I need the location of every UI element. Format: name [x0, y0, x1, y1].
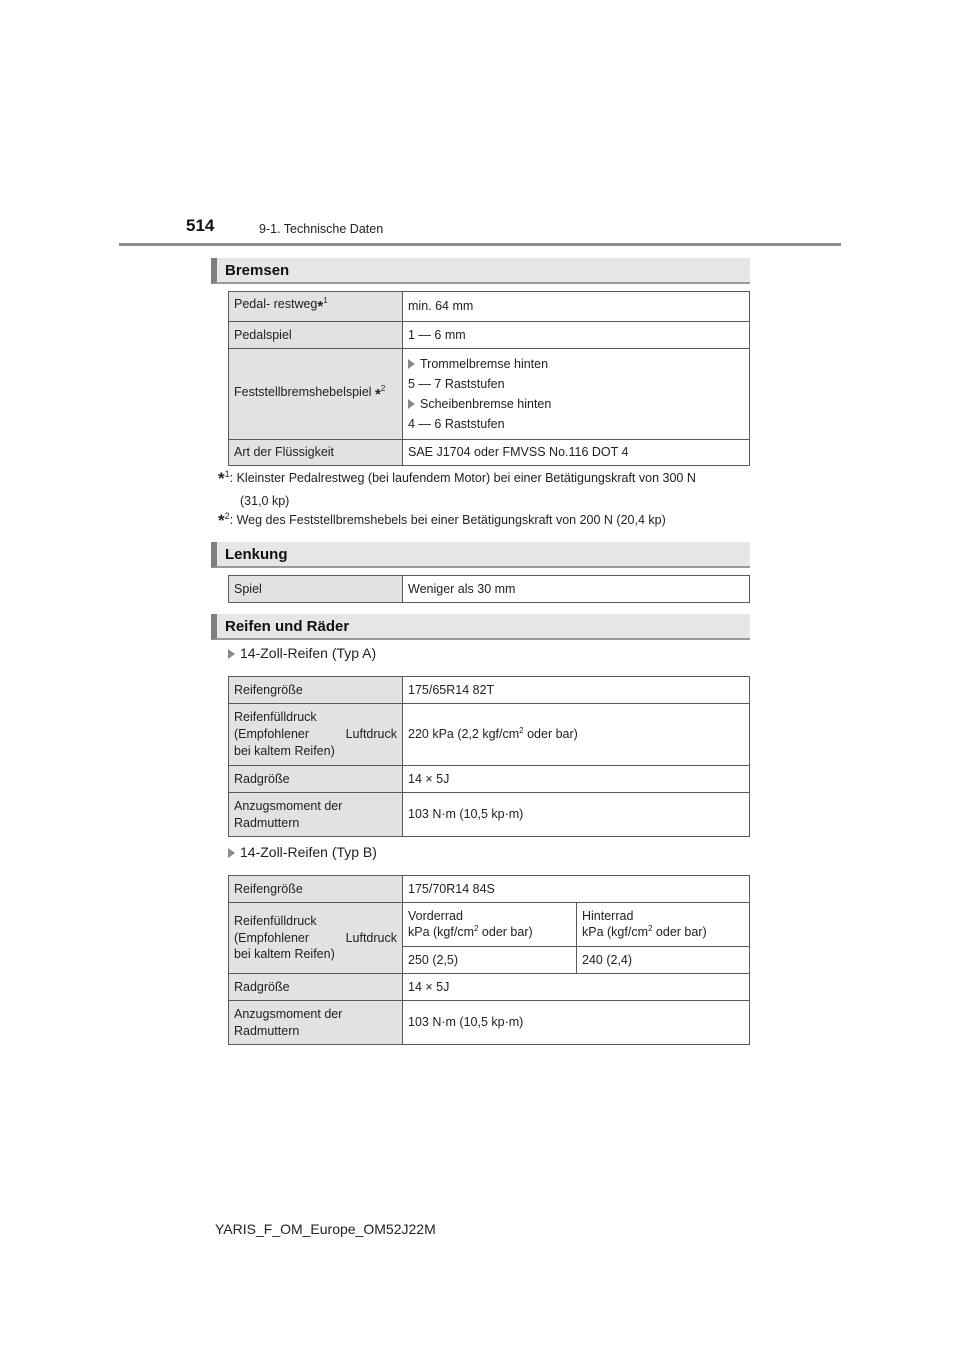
- tire-pressure-label: Reifenfülldruck (Empfohlener Luftdruck bei kaltem Reifen): [229, 704, 403, 766]
- footnote-1: *$^1$: Kleinster Pedalrestweg (bei laufendem Motor) bei einer Betätigungskraft von 300 N (31,0 kp): [218, 469, 696, 508]
- parking-brake-label: Feststellbremshebelspiel *$^2$: [229, 349, 403, 440]
- steering-play-label: Spiel: [229, 576, 403, 603]
- rear-pressure-header: Hinterrad kPa ($kgf/cm^2$ oder bar): [577, 903, 750, 947]
- section-title: Bremsen: [225, 262, 290, 279]
- triangle-bullet-icon: [228, 649, 235, 659]
- pedal-travel-value: min. 64 mm: [403, 292, 750, 322]
- table-row: [229, 292, 750, 322]
- tires-type-b-table: [228, 875, 750, 1045]
- pedal-play-label: Pedalspiel: [229, 322, 403, 349]
- parking-brake-values: [403, 349, 750, 440]
- torque-value: 103 N·m (10,5 kp·m): [403, 793, 750, 837]
- wheel-size-label: Radgröße: [229, 766, 403, 793]
- page-number: 514: [186, 216, 215, 235]
- table-row: [229, 677, 750, 704]
- list-item: 5 — 7 Raststufen: [408, 377, 505, 392]
- wheel-size-label: Radgröße: [229, 974, 403, 1001]
- torque-value: 103 N·m (10,5 kp·m): [403, 1001, 750, 1045]
- table-row: [229, 876, 750, 903]
- steering-table: [228, 575, 750, 603]
- table-row: [229, 576, 750, 603]
- table-row: [229, 322, 750, 349]
- tire-pressure-label: Reifenfülldruck (Empfohlener Luftdruck bei kaltem Reifen): [229, 903, 403, 974]
- section-lenkung: [211, 542, 750, 568]
- tire-size-label: Reifengröße: [229, 677, 403, 704]
- torque-label: Anzugsmoment der Radmuttern: [229, 793, 403, 837]
- pedal-play-value: 1 — 6 mm: [403, 322, 750, 349]
- table-row: [229, 349, 750, 440]
- triangle-bullet-icon: [408, 399, 415, 409]
- footnote-mark: *: [317, 298, 324, 316]
- type-b-heading: 14-Zoll-Reifen (Typ B): [228, 844, 377, 860]
- fluid-label: Art der Flüssigkeit: [229, 440, 403, 466]
- front-pressure-value: 250 (2,5): [403, 947, 577, 974]
- chapter-title: 9-1. Technische Daten: [259, 222, 384, 236]
- steering-play-value: Weniger als 30 mm: [403, 576, 750, 603]
- section-reifen: [211, 614, 750, 640]
- tire-pressure-value: 220 kPa (2,2 kgf/$cm^2$ oder bar): [403, 704, 750, 766]
- torque-label: Anzugsmoment der Radmuttern: [229, 1001, 403, 1045]
- type-a-heading: 14-Zoll-Reifen (Typ A): [228, 645, 376, 661]
- list-item: 4 — 6 Raststufen: [408, 417, 505, 432]
- footnote-mark: *: [375, 385, 381, 403]
- table-row: [229, 704, 750, 766]
- rear-pressure-value: 240 (2,4): [577, 947, 750, 974]
- tire-size-label: Reifengröße: [229, 876, 403, 903]
- table-row: [229, 766, 750, 793]
- fluid-value: SAE J1704 oder FMVSS No.116 DOT 4: [403, 440, 750, 466]
- table-row: [229, 903, 750, 947]
- triangle-bullet-icon: [408, 359, 415, 369]
- tires-type-a-table: [228, 676, 750, 837]
- table-row: [229, 793, 750, 837]
- header-rule: [119, 243, 841, 246]
- tire-size-value: 175/65R14 82T: [403, 677, 750, 704]
- brakes-table: [228, 291, 750, 466]
- table-row: [229, 974, 750, 1001]
- document-footer: YARIS_F_OM_Europe_OM52J22M: [215, 1221, 436, 1237]
- triangle-bullet-icon: [228, 848, 235, 858]
- footnote-2: *$^2$: Weg des Feststellbremshebels bei einer Betätigungskraft von 200 N (20,4 kp): [218, 511, 666, 530]
- front-pressure-header: Vorderrad kPa ($kgf/cm^2$ oder bar): [403, 903, 577, 947]
- wheel-size-value: 14 × 5J: [403, 766, 750, 793]
- list-item: Trommelbremse hinten: [408, 354, 744, 374]
- tire-size-value: 175/70R14 84S: [403, 876, 750, 903]
- wheel-size-value: 14 × 5J: [403, 974, 750, 1001]
- section-bremsen: [211, 258, 750, 284]
- pedal-travel-label: Pedal- restweg*$^1$: [229, 292, 403, 322]
- table-row: [229, 1001, 750, 1045]
- list-item: Scheibenbremse hinten: [408, 394, 744, 414]
- section-title: Reifen und Räder: [225, 618, 350, 635]
- section-title: Lenkung: [225, 546, 288, 563]
- table-row: [229, 440, 750, 466]
